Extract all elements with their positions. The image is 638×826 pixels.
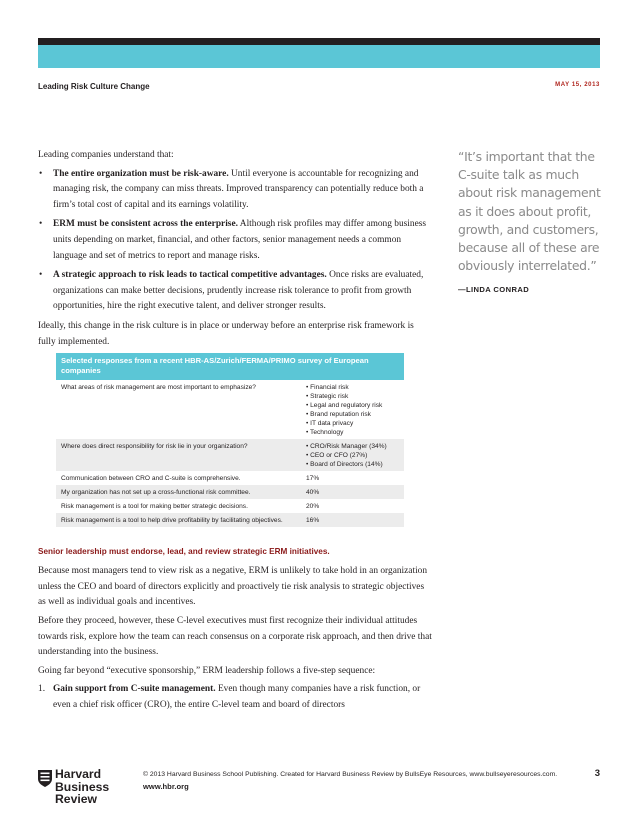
survey-question: Risk management is a tool to help drive profitability by facilitating objectives. — [61, 516, 283, 524]
list-item — [38, 217, 433, 264]
survey-question: My organization has not set up a cross-functional risk committee. — [61, 488, 251, 496]
table-row — [56, 485, 404, 499]
page-number: 3 — [594, 768, 600, 779]
survey-question: Communication between CRO and C-suite is comprehensive. — [61, 474, 241, 482]
step-number: 1. — [38, 684, 46, 695]
answer-line: • CEO or CFO (27%) — [306, 451, 368, 459]
logo-line: Review — [55, 792, 98, 807]
shield-icon — [38, 770, 52, 787]
section-subhead: Senior leadership must endorse, lead, and review strategic ERM initiatives. — [38, 547, 330, 557]
top-rule — [38, 38, 600, 45]
answer-line: • Financial risk — [306, 383, 349, 391]
survey-answer: 17% — [306, 474, 320, 482]
bullet-lead: The entire organization must be risk-aware. — [53, 168, 229, 179]
table-row — [56, 439, 404, 471]
table-row — [56, 499, 404, 513]
body-paragraph: Because most managers tend to view risk as a negative, ERM is unlikely to take hold in an organization unless the CEO and board of directors explicitly and proactively tie risk analysis to strategic objectives as well as individual goals and incentives. — [38, 566, 428, 608]
list-item — [38, 268, 433, 315]
hbr-logo[interactable] — [38, 768, 130, 812]
body-paragraph: Ideally, this change in the risk culture is in place or underway before an enterprise risk framework is fully implemented. — [38, 320, 414, 347]
body-paragraph: Going far beyond “executive sponsorship,” ERM leadership follows a five-step sequence: — [38, 665, 376, 676]
copyright-notice: © 2013 Harvard Business School Publishing. Created for Harvard Business Review by BullsEye Resources, www.bullseyeresources.com. — [143, 771, 558, 778]
survey-answer: 16% — [306, 516, 320, 524]
survey-answer — [306, 442, 404, 469]
survey-question: Where does direct responsibility for risk lie in your organization? — [61, 442, 248, 450]
bullet-lead: A strategic approach to risk leads to tactical competitive advantages. — [53, 270, 327, 281]
survey-answer: 40% — [306, 488, 320, 496]
table-row — [56, 513, 404, 527]
answer-line: • Technology — [306, 428, 344, 436]
running-title: Leading Risk Culture Change — [38, 82, 150, 91]
answer-line: • Legal and regulatory risk — [306, 401, 383, 409]
main-column — [38, 148, 433, 713]
logo-line: Business — [55, 779, 110, 794]
logo-line: Harvard — [55, 767, 102, 781]
answer-line: • CRO/Risk Manager (34%) — [306, 442, 387, 450]
survey-answer: 20% — [306, 502, 320, 510]
bullet-text: Although risk profiles may differ among business units depending on market, financial, and other factors, senior management needs a common language and set of metrics to report and manage risks. — [53, 219, 427, 261]
table-row — [56, 380, 404, 439]
survey-answer — [306, 383, 404, 437]
bullet-text: Once risks are evaluated, organizations can make better decisions, prudently increase risk tolerance to profit from growth opportunities, hire the right executive talent, and deliver stronger results. — [53, 270, 424, 312]
publication-date: MAY 15, 2013 — [555, 82, 600, 88]
step-lead: Gain support from C-suite management. — [53, 684, 216, 695]
steps-list — [38, 682, 433, 713]
list-item — [38, 167, 433, 214]
pull-quote-text: “It’s important that the C-suite talk as much about risk management as it does about profit, growth, and customers, because all of these are obviously interrelated.” — [458, 149, 601, 274]
survey-table-title: Selected responses from a recent HBR-AS/Zurich/FERMA/PRIMO survey of European companies — [56, 353, 404, 380]
survey-question: Risk management is a tool for making better strategic decisions. — [61, 502, 248, 510]
footer-link[interactable]: www.hbr.org — [143, 782, 189, 791]
table-row — [56, 471, 404, 485]
bullet-text: Until everyone is accountable for recognizing and managing risk, the company can miss threats. Improved transparency can potentially reduce both a firm’s total cost of capital and its earnings volatility. — [53, 168, 424, 210]
answer-line: • Board of Directors (14%) — [306, 460, 383, 468]
body-paragraph: Before they proceed, however, these C-level executives must first recognize their individual attitudes towards risk, explore how the team can reach consensus on a corporate risk approach, and then drive that understanding into the business. — [38, 615, 432, 658]
pull-quote — [458, 148, 603, 300]
answer-line: • Brand reputation risk — [306, 410, 371, 418]
key-points-list — [38, 167, 433, 315]
intro-paragraph: Leading companies understand that: — [38, 150, 174, 160]
answer-line: • IT data privacy — [306, 419, 354, 427]
pull-quote-attribution: —LINDA CONRAD — [458, 285, 530, 295]
answer-line: • Strategic risk — [306, 392, 349, 400]
logo-wordmark — [55, 768, 109, 806]
bullet-lead: ERM must be consistent across the enterprise. — [53, 219, 238, 230]
step-text: Even though many companies have a risk function, or even a chief risk officer (CRO), the entire C-level team and board of directors — [53, 684, 421, 710]
survey-question: What areas of risk management are most important to emphasize? — [61, 383, 256, 391]
survey-table — [56, 353, 404, 527]
list-item — [38, 682, 433, 713]
top-accent-band — [38, 45, 600, 68]
